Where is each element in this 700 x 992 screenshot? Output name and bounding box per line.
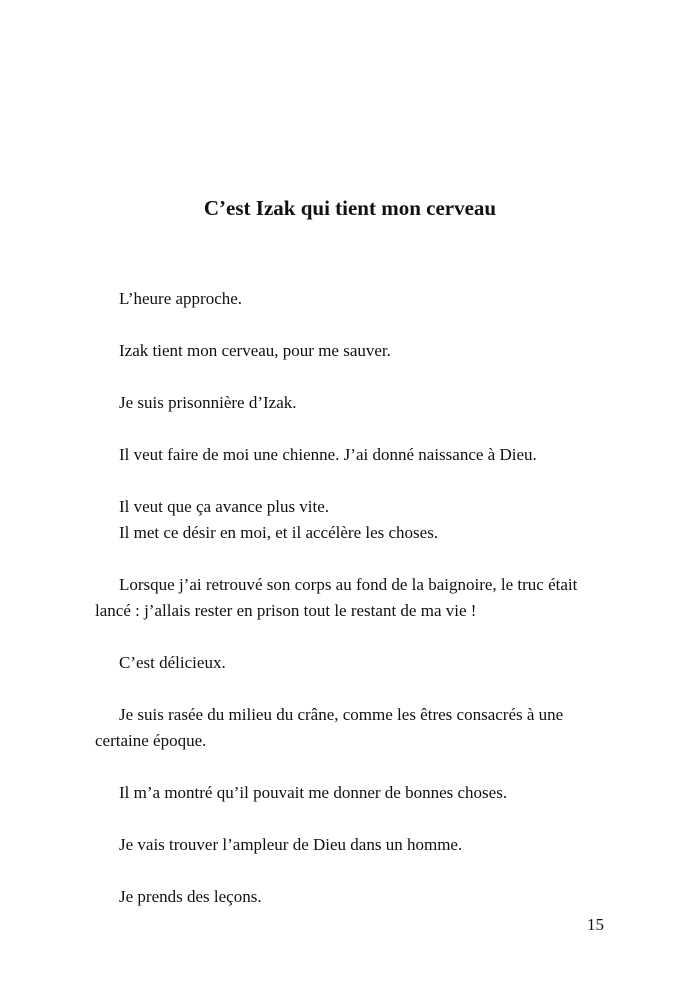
text-line: Il veut faire de moi une chienne. J’ai donné naissance à Dieu. xyxy=(119,445,537,464)
text-line: Je suis prisonnière d’Izak. xyxy=(119,393,297,412)
paragraph xyxy=(95,286,615,312)
text-line: Lorsque j’ai retrouvé son corps au fond de la baignoire, le truc était xyxy=(119,575,578,594)
body-text xyxy=(95,286,615,936)
text-line: Il m’a montré qu’il pouvait me donner de bonnes choses. xyxy=(119,783,508,802)
text-line: Je prends des leçons. xyxy=(119,887,262,906)
page-title: C’est Izak qui tient mon cerveau xyxy=(203,196,497,220)
text-line: Il met ce désir en moi, et il accélère les choses. xyxy=(119,523,439,542)
text-line: Izak tient mon cerveau, pour me sauver. xyxy=(119,341,391,360)
text-line: Il veut que ça avance plus vite. xyxy=(119,497,330,516)
paragraph xyxy=(95,390,615,416)
text-line: certaine époque. xyxy=(95,731,207,750)
paragraph xyxy=(95,338,615,364)
text-line: Je suis rasée du milieu du crâne, comme les êtres consacrés à une xyxy=(119,705,564,724)
paragraph xyxy=(95,702,615,754)
paragraph xyxy=(95,832,615,858)
paragraph xyxy=(95,780,615,806)
paragraph xyxy=(95,442,615,468)
paragraph xyxy=(95,650,615,676)
text-line: Je vais trouver l’ampleur de Dieu dans un homme. xyxy=(119,835,463,854)
page-number: 15 xyxy=(587,915,604,934)
paragraph xyxy=(95,884,615,910)
text-line: lancé : j’allais rester en prison tout le restant de ma vie ! xyxy=(95,601,477,620)
text-line: C’est délicieux. xyxy=(119,653,226,672)
paragraph xyxy=(95,494,615,546)
text-line: L’heure approche. xyxy=(119,289,243,308)
paragraph xyxy=(95,572,615,624)
